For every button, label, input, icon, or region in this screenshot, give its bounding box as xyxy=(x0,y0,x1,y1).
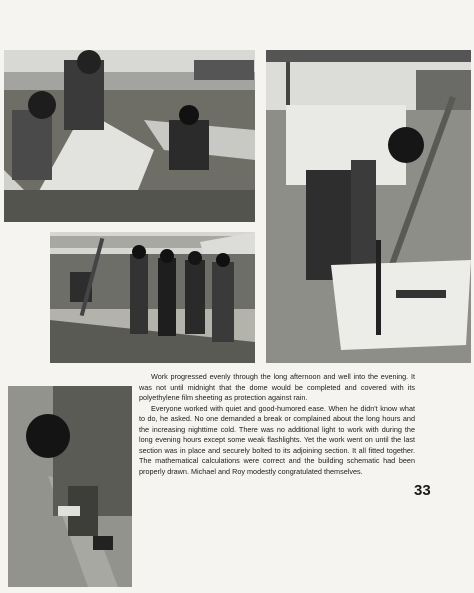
page-number: 33 xyxy=(414,482,431,499)
photo-bolting-section xyxy=(8,386,132,587)
photo-group-standing xyxy=(50,232,255,363)
photo-hammering-schematic xyxy=(266,50,471,363)
photo-dome-assembly xyxy=(4,50,255,222)
article-text xyxy=(139,372,415,477)
article-paragraph: Everyone worked with quiet and good-humored ease. When he didn't know what to do, he asked. No one demanded a break or complained about the long hours and the increasing nighttime cold. There was no additional light to work with during the long evening hours except some weak flashlights. Yet the work went on until the last section was in place and securely bolted to its adjoining section. It all fitted together. The mathematical calculations were correct and the building schematic had been properly drawn. Michael and Roy modestly congratulated themselves. xyxy=(139,403,415,476)
article-paragraph: Work progressed evenly through the long afternoon and well into the evening. It was not until midnight that the dome would be completed and covered with its polyethylene film sheeting as protection against rain. xyxy=(139,372,415,402)
